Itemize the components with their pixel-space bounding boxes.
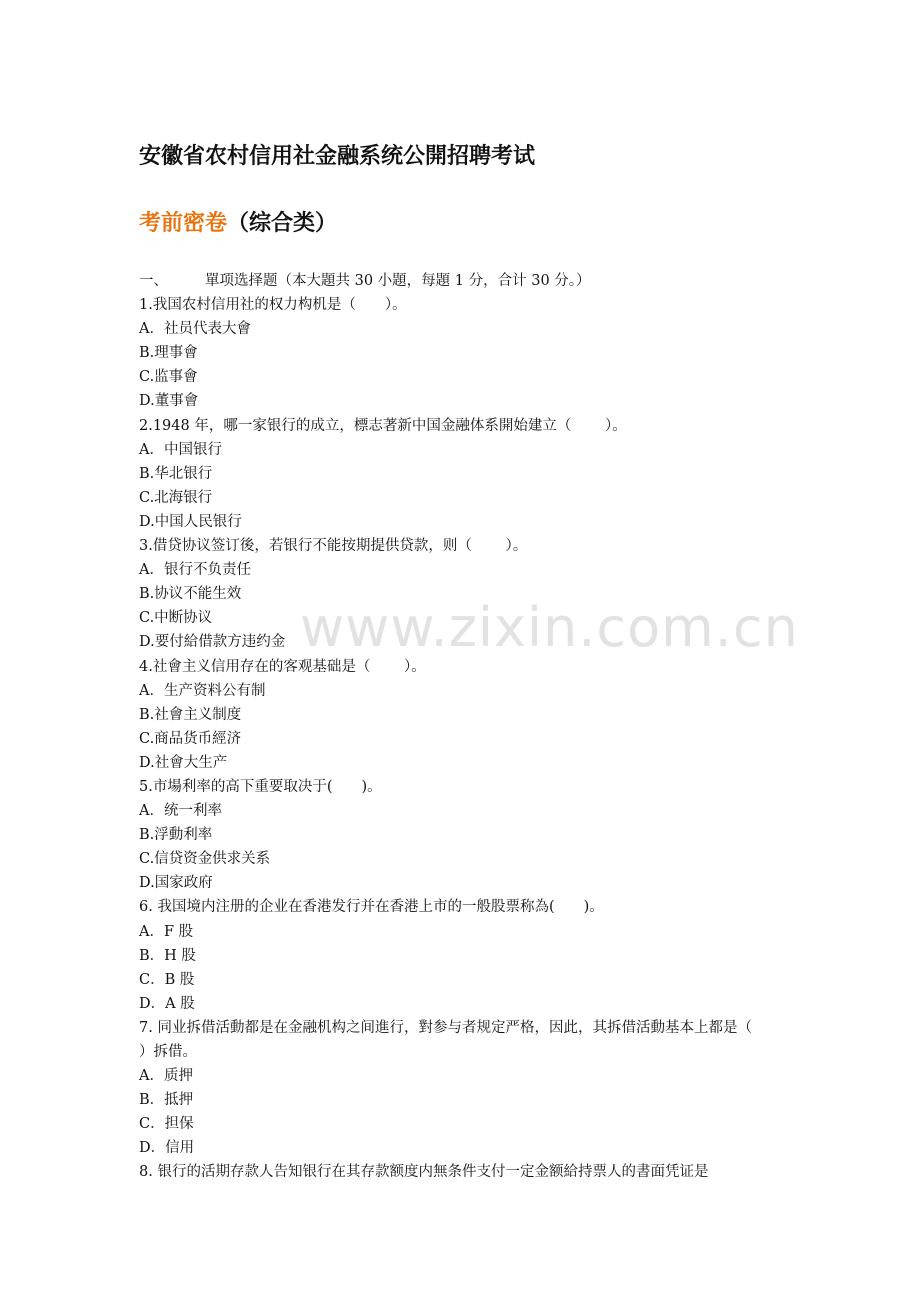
option-b: B.华北银行 [139, 465, 213, 482]
question-4 [139, 655, 789, 775]
question-6 [139, 895, 789, 1015]
question-stem: 1.我国农村信用社的权力构机是（ ）。 [139, 297, 407, 314]
document-title: 安徽省农村信用社金融系统公開招聘考试 [139, 144, 536, 169]
subtitle-accent: 考前密卷 [139, 211, 228, 236]
option-d: D．A 股 [139, 995, 195, 1012]
option-d: D.社會大生产 [139, 754, 228, 771]
question-stem: 5.市場利率的高下重要取决于( )。 [139, 778, 382, 795]
option-b: B.社會主义制度 [139, 706, 242, 723]
question-stem: 2.1948 年，哪一家银行的成立，標志著新中国金融体系開始建立（ ）。 [139, 417, 627, 434]
document-subtitle [139, 208, 337, 240]
question-2 [139, 414, 789, 534]
option-b: B.浮動利率 [139, 827, 213, 844]
option-d: D.国家政府 [139, 875, 213, 892]
option-b: B.理事會 [139, 345, 198, 362]
option-a: A．质押 [139, 1068, 193, 1085]
option-a: A．银行不负责任 [139, 562, 251, 579]
question-3 [139, 534, 789, 654]
option-c: C.监事會 [139, 369, 198, 386]
option-c: C．B 股 [139, 971, 195, 988]
option-d: D.中国人民银行 [139, 513, 242, 530]
option-b: B.协议不能生效 [139, 586, 242, 603]
question-stem: 8. 银行的活期存款人告知银行在其存款额度内無条件支付一定金额給持票人的書面凭证是 [139, 1164, 709, 1181]
option-b: B．H 股 [139, 947, 196, 964]
subtitle-category: （综合类） [227, 211, 338, 236]
watermark: www.zixin.com.cn [300, 596, 799, 659]
question-8 [139, 1160, 789, 1184]
question-stem: 6. 我国境内注册的企业在香港发行并在香港上市的一般股票称為( )。 [139, 899, 604, 916]
option-b: B．抵押 [139, 1092, 194, 1109]
option-c: C.商品货币經济 [139, 730, 242, 747]
option-d: D．信用 [139, 1140, 195, 1157]
question-stem: 4.社會主义信用存在的客观基础是（ ）。 [139, 658, 426, 675]
question-1 [139, 293, 789, 413]
option-a: A．F 股 [139, 923, 194, 940]
option-a: A．中国银行 [139, 441, 222, 458]
question-7 [139, 1016, 789, 1161]
option-c: C.中断协议 [139, 610, 213, 627]
question-list [139, 269, 789, 1185]
option-c: C．担保 [139, 1116, 194, 1133]
option-d: D.要付給借款方违约金 [139, 634, 286, 651]
option-c: C.北海银行 [139, 489, 213, 506]
option-a: A．生产资料公有制 [139, 682, 266, 699]
section-title: 單项选择题（本大題共 30 小題，每題 1 分，合计 30 分。） [205, 273, 591, 289]
question-5 [139, 775, 789, 895]
option-a: A．统一利率 [139, 803, 222, 820]
option-a: A．社员代表大會 [139, 321, 251, 338]
question-stem: 7. 同业拆借活動都是在金融机构之间進行，對参与者规定严格，因此，其拆借活動基本上都是（ ）拆借。 [139, 1019, 786, 1060]
question-stem: 3.借贷协议签订後，若银行不能按期提供贷款，则（ ）。 [139, 538, 528, 555]
section-number: 一、 [139, 273, 168, 289]
option-d: D.董事會 [139, 393, 199, 410]
section-heading [139, 269, 789, 293]
option-c: C.信贷资金供求关系 [139, 851, 271, 868]
